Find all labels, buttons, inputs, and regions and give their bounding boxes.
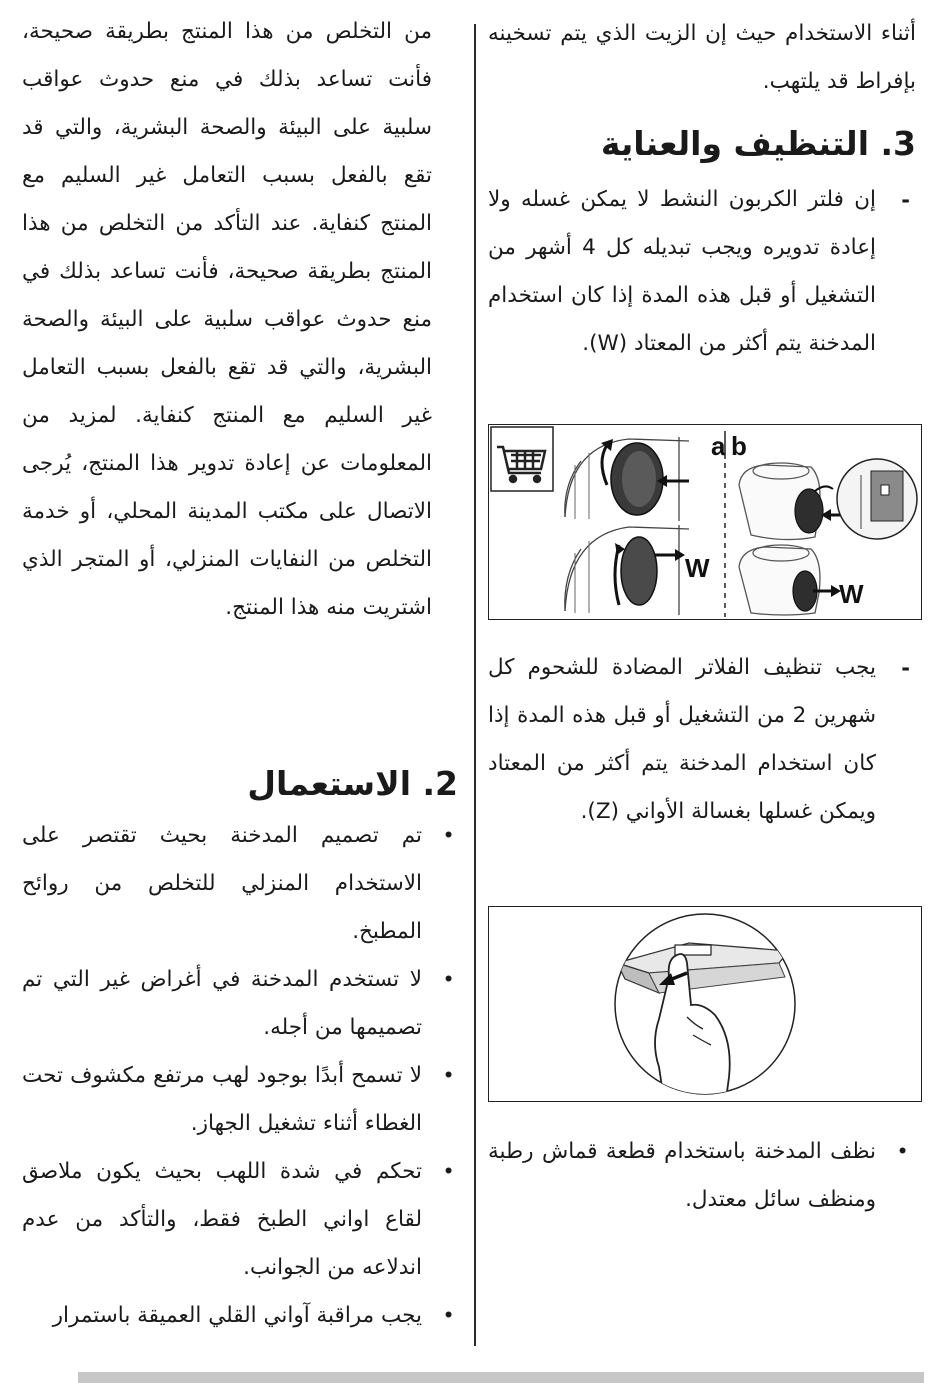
- use-item-text: تحكم في شدة اللهب بحيث يكون ملاصق لقاع اواني الطبخ فقط، والتأكد من عدم اندلاعه من الجوانب.: [22, 1159, 422, 1280]
- bullet-marker: •: [443, 1306, 454, 1326]
- column-divider: [474, 24, 476, 1346]
- filter-removal-step-a-bottom: [565, 525, 689, 615]
- use-item-1: [22, 812, 462, 956]
- section-2-heading: 2. الاستعمال: [247, 764, 458, 803]
- filter-removal-step-b-top: [739, 459, 917, 540]
- footer-rule: [78, 1372, 924, 1383]
- bullet-marker: •: [443, 1162, 454, 1182]
- grease-filter-figure: [488, 906, 922, 1102]
- use-item-4: [22, 1148, 462, 1292]
- use-item-text: لا تستخدم المدخنة في أغراض غير التي تم تصميمها من أجله.: [22, 967, 422, 1040]
- use-list: [22, 812, 462, 1340]
- bullet-marker: •: [443, 826, 454, 846]
- use-item-text: يجب مراقبة آواني القلي العميقة باستمرار: [52, 1303, 422, 1328]
- use-item-3: [22, 1052, 462, 1148]
- carbon-filter-illustration: [489, 425, 921, 619]
- cleaning-text: نظف المدخنة باستخدام قطعة قماش رطبة ومنظف سائل معتدل.: [488, 1139, 876, 1212]
- carbon-filter-text: إن فلتر الكربون النشط لا يمكن غسله ولا إعادة تدويره ويجب تبديله كل 4 أشهر من التشغيل أو قبل هذه المدة إذا كان استخدام المدخنة يتم أكثر من المعتاد (W).: [488, 187, 876, 356]
- intro-text: أثناء الاستخدام حيث إن الزيت الذي يتم تسخينه بإفراط قد يلتهب.: [488, 21, 916, 94]
- carbon-filter-figure: [488, 424, 922, 620]
- filter-removal-step-b-bottom: [739, 545, 841, 615]
- bullet-marker: •: [897, 1142, 908, 1162]
- grease-filter-text: يجب تنظيف الفلاتر المضادة للشحوم كل شهرين 2 من التشغيل أو قبل هذه المدة إذا كان استخدام المدخنة يتم أكثر من المعتاد ويمكن غسلها بغسالة الأواني (Z).: [488, 655, 876, 824]
- carbon-filter-item: [488, 176, 916, 368]
- use-item-5: [22, 1292, 462, 1340]
- section-3-heading: 3. التنظيف والعناية: [600, 124, 916, 163]
- dash-marker: -: [901, 188, 910, 212]
- grease-filter-item: [488, 644, 916, 836]
- grease-filter-illustration: [489, 907, 921, 1101]
- label-w-b: W: [839, 579, 864, 609]
- use-item-text: لا تسمح أبدًا بوجود لهب مرتفع مكشوف تحت الغطاء أثناء تشغيل الجهاز.: [22, 1063, 422, 1136]
- use-item-text: تم تصميم المدخنة بحيث تقتصر على الاستخدام المنزلي للتخلص من روائح المطبخ.: [22, 823, 422, 944]
- disposal-text: من التخلص من هذا المنتج بطريقة صحيحة، فأنت تساعد بذلك في منع حدوث عواقب سلبية على البيئة والصحة البشرية، والتي قد تقع بالفعل بسبب التعامل غير السليم مع المنتج كنفاية. عند التأكد من التخلص من هذا المنتج بطريقة صحيحة، فأنت تساعد بذلك في منع حدوث عواقب سلبية على البيئة والصحة البشرية، والتي قد تقع بالفعل بسبب التعامل غير السليم مع المنتج كنفاية. لمزيد من المعلومات عن إعادة تدوير هذا المنتج، يُرجى الاتصال على مكتب المدينة المحلي، أو خدمة التخلص من النفايات المنزلي، أو المتجر الذي اشتريت منه هذا المنتج.: [22, 19, 432, 620]
- label-w-a: W: [685, 553, 710, 583]
- dash-marker: -: [901, 656, 910, 680]
- label-a: a: [711, 431, 726, 461]
- label-b: b: [731, 431, 747, 461]
- bullet-marker: •: [443, 1066, 454, 1086]
- bullet-marker: •: [443, 970, 454, 990]
- cleaning-item: [488, 1128, 916, 1224]
- use-item-2: [22, 956, 462, 1052]
- filter-removal-step-a-top: [565, 437, 689, 521]
